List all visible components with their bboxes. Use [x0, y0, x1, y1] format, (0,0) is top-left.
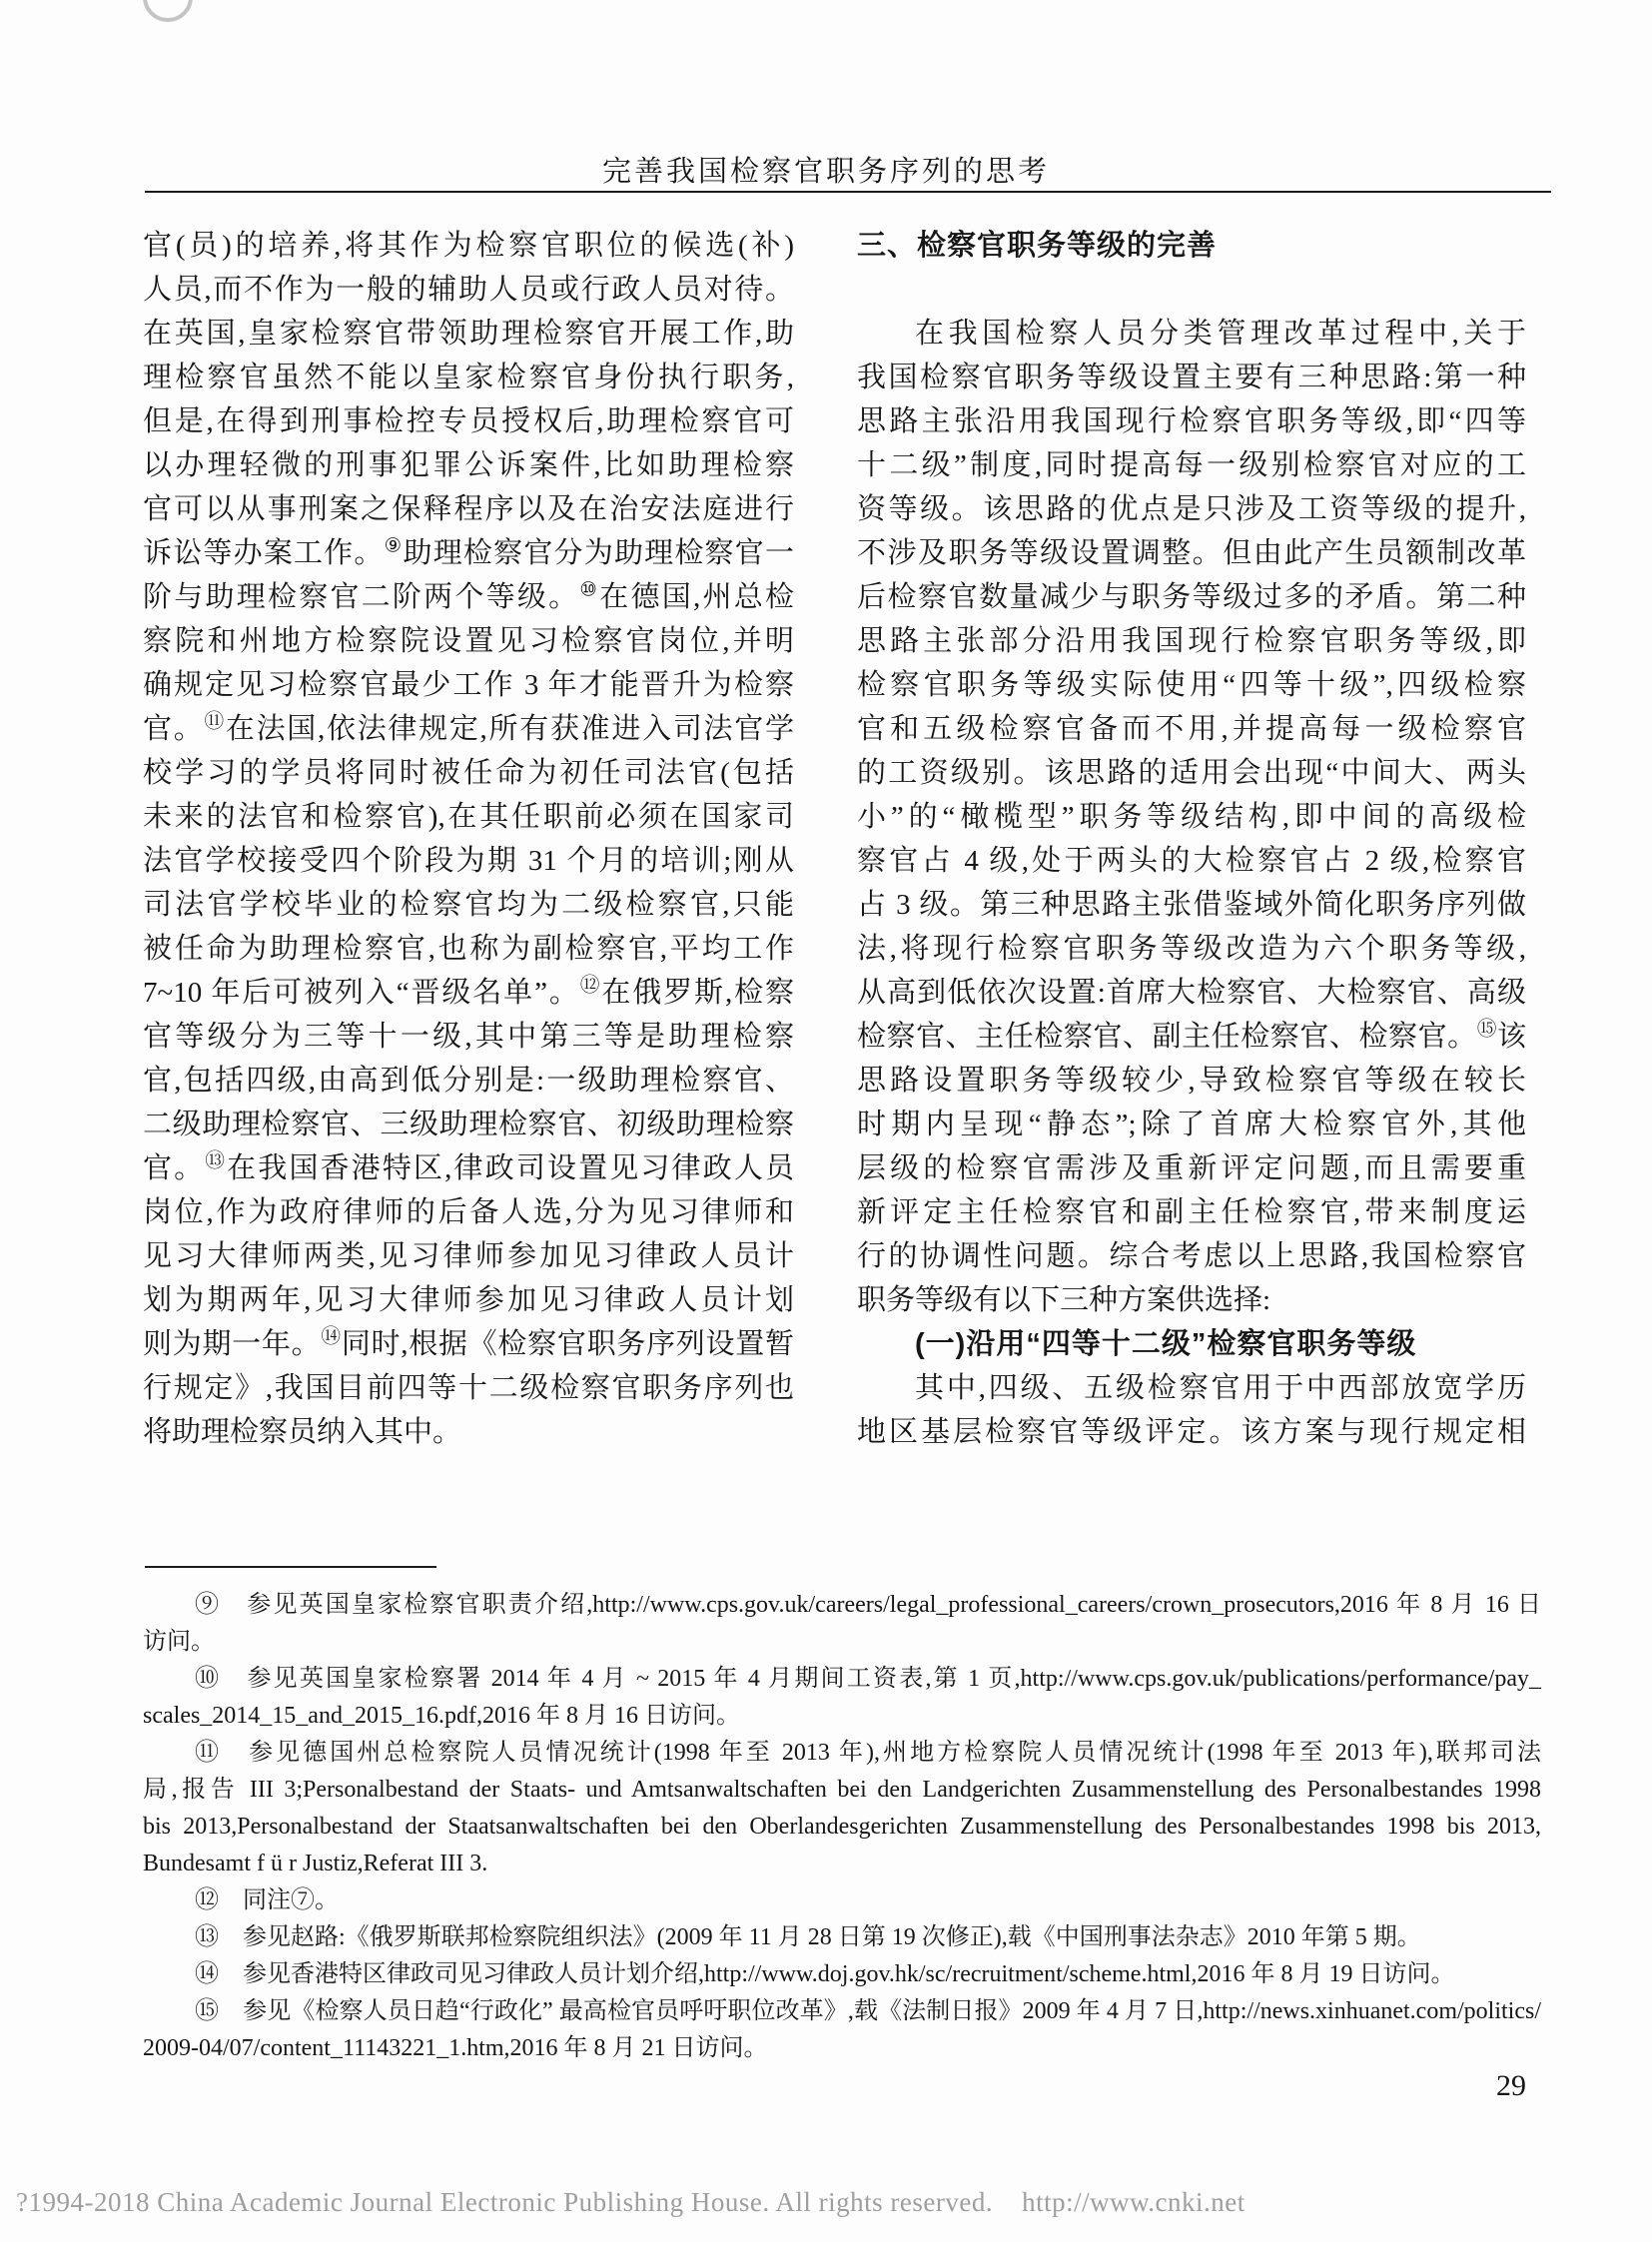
text-line: 但是,在得到刑事检控专员授权后,助理检察官可: [143, 405, 794, 437]
section-heading: 三、检察官职务等级的完善: [857, 230, 1218, 262]
footnote-line: ⑩ 参见英国皇家检察署 2014 年 4 月 ~ 2015 年 4 月期间工资表,第 1 页,http://www.cps.gov.uk/publications/performance/pay_: [195, 1666, 1541, 1692]
text-line: 被任命为助理检察官,也称为副检察官,平均工作: [143, 933, 794, 965]
text-line: 官和五级检察官备而不用,并提高每一级检察官: [857, 713, 1526, 745]
text-line: 检察官职务等级实际使用“四等十级”,四级检察: [857, 669, 1526, 701]
footnotes: [143, 1587, 1541, 2067]
text-line: 察院和州地方检察院设置见习检察官岗位,并明: [143, 625, 794, 657]
footnote-line: Bundesamt f ü r Justiz,Referat III 3.: [143, 1851, 488, 1876]
text-line: 官可以从事刑案之保释程序以及在治安法庭进行: [143, 493, 794, 525]
text-line: 人员,而不作为一般的辅助人员或行政人员对待。: [143, 274, 794, 306]
text-line: 诉讼等办案工作。⑨助理检察官分为助理检察官一: [143, 534, 794, 569]
footnote-line: ⑭ 参见香港特区律政司见习律政人员计划介绍,http://www.doj.gov.hk/sc/recruitment/scheme.html,2016 年 8 月 19 日访问。: [195, 1961, 1455, 1987]
text-line: 则为期一年。⑭同时,根据《检察官职务序列设置暂: [143, 1325, 794, 1360]
text-line: 法官学校接受四个阶段为期 31 个月的培训;刚从: [143, 845, 794, 877]
text-line: 校学习的学员将同时被任命为初任司法官(包括: [143, 757, 794, 789]
text-line: 官。⑬在我国香港特区,律政司设置见习律政人员: [143, 1149, 794, 1184]
footnote-line: 局,报告 III 3;Personalbestand der Staats- und Amtsanwaltschaften bei den Landgerichten Zusammenstellung des Personalbestandes 1998: [143, 1777, 1541, 1803]
text-line: 其中,四级、五级检察官用于中西部放宽学历: [915, 1372, 1526, 1404]
text-line: 岗位,作为政府律师的后备人选,分为见习律师和: [143, 1196, 794, 1228]
left-column: [143, 224, 794, 1454]
text-line: 在英国,皇家检察官带领助理检察官开展工作,助: [143, 318, 794, 350]
text-line: 小”的“橄榄型”职务等级结构,即中间的高级检: [857, 801, 1526, 833]
text-line: 我国检察官职务等级设置主要有三种思路:第一种: [857, 362, 1526, 393]
text-line: 地区基层检察官等级评定。该方案与现行规定相: [857, 1416, 1526, 1448]
text-line: 思路主张部分沿用我国现行检察官职务等级,即: [857, 625, 1526, 657]
header-rule: [145, 191, 1551, 193]
text-line: 思路主张沿用我国现行检察官职务等级,即“四等: [857, 405, 1526, 437]
text-line: 未来的法官和检察官),在其任职前必须在国家司: [143, 801, 794, 833]
text-line: 阶与助理检察官二阶两个等级。⑩在德国,州总检: [143, 578, 794, 613]
text-line: 从高到低依次设置:首席大检察官、大检察官、高级: [857, 977, 1526, 1009]
text-line: 确规定见习检察官最少工作 3 年才能晋升为检察: [143, 669, 794, 701]
text-line: 以办理轻微的刑事犯罪公诉案件,比如助理检察: [143, 449, 794, 481]
text-line: 不涉及职务等级设置调整。但由此产生员额制改革: [857, 537, 1526, 569]
footnote-line: ⑪ 参见德国州总检察院人员情况统计(1998 年至 2013 年),州地方检察院人员情况统计(1998 年至 2013 年),联邦司法: [195, 1740, 1541, 1766]
footnote-line: ⑨ 参见英国皇家检察官职责介绍,http://www.cps.gov.uk/careers/legal_professional_careers/crown_prosecutors,2016 年 8 月 16 日: [195, 1592, 1541, 1618]
footnote-line: 2009-04/07/content_11143221_1.htm,2016 年 8 月 21 日访问。: [143, 2035, 768, 2061]
text-line: 划为期两年,见习大律师参加见习律政人员计划: [143, 1284, 794, 1316]
text-line: 官等级分为三等十一级,其中第三等是助理检察: [143, 1021, 794, 1053]
footnote-line: scales_2014_15_and_2015_16.pdf,2016 年 8 月 16 日访问。: [143, 1703, 740, 1729]
text-line: 官,包括四级,由高到低分别是:一级助理检察官、: [143, 1065, 794, 1097]
right-column: [857, 224, 1526, 1454]
text-line: 十二级”制度,同时提高每一级别检察官对应的工: [857, 449, 1526, 481]
footnote-line: 访问。: [143, 1629, 215, 1655]
text-line: 新评定主任检察官和副主任检察官,带来制度运: [857, 1196, 1526, 1228]
running-header-title: 完善我国检察官职务序列的思考: [601, 156, 1050, 188]
text-line: 官。⑪在法国,依法律规定,所有获准进入司法官学: [143, 710, 794, 745]
text-line: 的工资级别。该思路的适用会出现“中间大、两头: [857, 757, 1526, 789]
text-line: 检察官、主任检察官、副主任检察官、检察官。⑮该: [857, 1018, 1526, 1053]
text-line: 资等级。该思路的优点是只涉及工资等级的提升,: [857, 493, 1526, 525]
text-line: 行的协调性问题。综合考虑以上思路,我国检察官: [857, 1240, 1526, 1272]
footnote-rule: [145, 1566, 436, 1568]
footnote-line: ⑫ 同注⑦。: [195, 1887, 339, 1913]
text-line: 司法官学校毕业的检察官均为二级检察官,只能: [143, 889, 794, 921]
text-line: 层级的检察官需涉及重新评定问题,而且需要重: [857, 1152, 1526, 1184]
text-line: 占 3 级。第三种思路主张借鉴域外简化职务序列做: [857, 889, 1526, 921]
scan-artifact: [143, 0, 193, 22]
text-line: 将助理检察员纳入其中。: [143, 1416, 462, 1448]
text-line: 见习大律师两类,见习律师参加见习律政人员计: [143, 1240, 794, 1272]
footnote-line: ⑮ 参见《检察人员日趋“行政化” 最高检官员呼吁职位改革》,载《法制日报》2009 年 4 月 7 日,http://news.xinhuanet.com/politics/: [195, 1998, 1541, 2024]
footer-watermark: ?1994-2018 China Academic Journal Electronic Publishing House. All rights reserved. http://www.cnki.net: [16, 2187, 1245, 2217]
text-line: 时期内呈现“静态”;除了首席大检察官外,其他: [857, 1109, 1526, 1140]
subsection-heading: (一)沿用“四等十二级”检察官职务等级: [915, 1328, 1417, 1360]
text-line: 理检察官虽然不能以皇家检察官身份执行职务,: [143, 362, 794, 393]
text-line: 7~10 年后可被列入“晋级名单”。⑫在俄罗斯,检察: [143, 974, 794, 1009]
text-line: 行规定》,我国目前四等十二级检察官职务序列也: [143, 1372, 794, 1404]
body-columns: [143, 224, 1526, 1454]
text-line: 职务等级有以下三种方案供选择:: [857, 1284, 1271, 1316]
text-line: 二级助理检察官、三级助理检察官、初级助理检察: [143, 1109, 794, 1140]
text-line: 思路设置职务等级较少,导致检察官等级在较长: [857, 1065, 1526, 1097]
footnote-line: ⑬ 参见赵路:《俄罗斯联邦检察院组织法》(2009 年 11 月 28 日第 19 次修正),载《中国刑事法杂志》2010 年第 5 期。: [195, 1924, 1421, 1950]
text-line: 在我国检察人员分类管理改革过程中,关于: [915, 318, 1526, 350]
text-line: 官(员)的培养,将其作为检察官职位的候选(补): [143, 230, 794, 262]
page-number: 29: [1496, 2069, 1526, 2102]
text-line: 法,将现行检察官职务等级改造为六个职务等级,: [857, 933, 1526, 965]
text-line: 后检察官数量减少与职务等级过多的矛盾。第二种: [857, 581, 1526, 613]
footnote-line: bis 2013,Personalbestand der Staatsanwaltschaften bei den Oberlandesgerichten Zusammenstellung des Personalbestandes 1998 bis 2013,: [143, 1814, 1541, 1840]
text-line: 察官占 4 级,处于两头的大检察官占 2 级,检察官: [857, 845, 1526, 877]
